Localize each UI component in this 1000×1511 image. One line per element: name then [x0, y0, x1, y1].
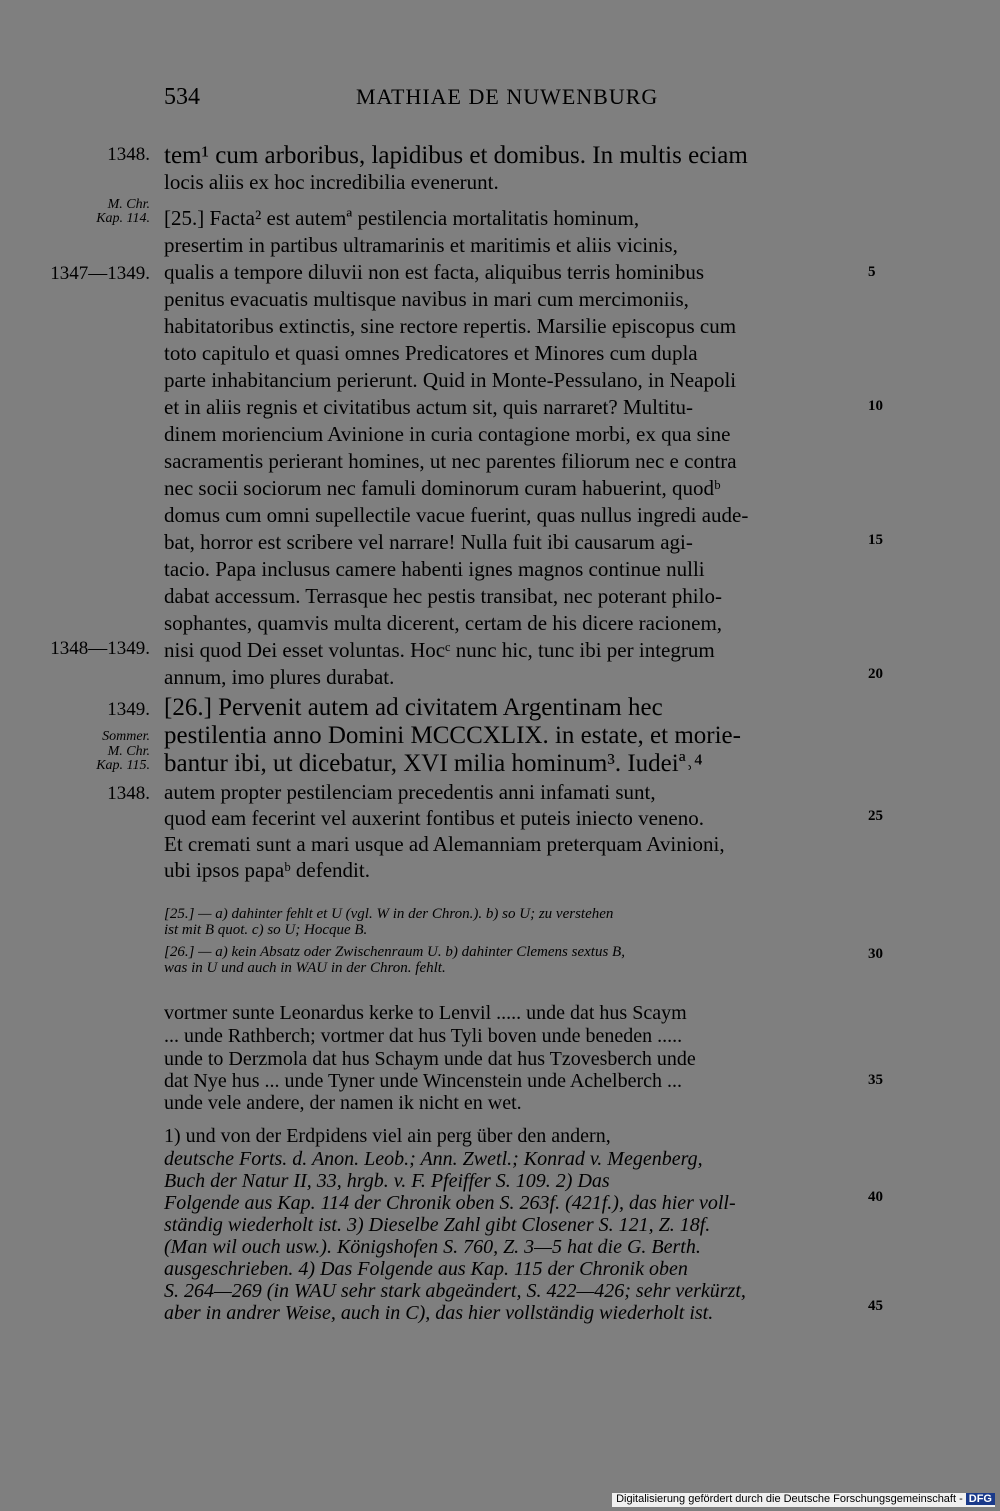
text-line: penitus evacuatis multisque navibus in mari cum mercimoniis, [164, 287, 689, 311]
text-line: bantur ibi, ut dicebatur, XVI milia hominum³. Iudeiª˒⁴ [164, 750, 703, 777]
text-line: ubi ipsos papaᵇ defendit. [164, 858, 370, 882]
line-number: 10 [868, 398, 883, 414]
line-number: 45 [868, 1298, 883, 1314]
footnote-line: aber in andrer Weise, auch in C), das hier vollständig wiederholt ist. [164, 1302, 714, 1324]
footnote-line: Buch der Natur II, 33, hrgb. v. F. Pfeiffer S. 109. 2) Das [164, 1170, 610, 1192]
text-line: toto capitulo et quasi omnes Predicatores et Minores cum dupla [164, 341, 698, 365]
text-line: [26.] Pervenit autem ad civitatem Argentinam hec [164, 694, 663, 721]
footnote-line: (Man wil ouch usw.). Königshofen S. 760, Z. 3—5 hat die G. Berth. [164, 1236, 701, 1258]
text-line: nec socii sociorum nec famuli dominorum curam habuerint, quodᵇ [164, 476, 721, 500]
text-line: dabat accessum. Terrasque hec pestis transibat, nec poterant philo- [164, 584, 722, 608]
text-line: nisi quod Dei esset voluntas. Hocᶜ nunc hic, tunc ibi per integrum [164, 638, 715, 662]
footnote-line: ausgeschrieben. 4) Das Folgende aus Kap. 115 der Chronik oben [164, 1258, 688, 1280]
text-line: presertim in partibus ultramarinis et maritimis et aliis vicinis, [164, 233, 678, 257]
margin-note: Kap. 115. [96, 758, 150, 773]
line-number: 25 [868, 808, 883, 824]
footnote-line: ständig wiederholt ist. 3) Dieselbe Zahl gibt Closener S. 121, Z. 18f. [164, 1214, 711, 1236]
text-line: qualis a tempore diluvii non est facta, aliquibus terris hominibus [164, 260, 705, 284]
margin-note: 1349. [107, 699, 150, 720]
text-line: bat, horror est scribere vel narrare! Nulla fuit ibi causarum agi- [164, 530, 693, 554]
dfg-logo: DFG [966, 1493, 995, 1505]
line-number: 15 [868, 532, 883, 548]
apparatus-line: [26.] — a) kein Absatz oder Zwischenraum U. b) dahinter Clemens sextus B, [164, 944, 625, 960]
margin-note: 1348—1349. [50, 638, 150, 659]
apparatus-line: was in U und auch in WAU in der Chron. fehlt. [164, 960, 446, 976]
running-title: MATHIAE DE NUWENBURG [356, 84, 659, 109]
text-line: autem propter pestilenciam precedentis anni infamati sunt, [164, 780, 656, 804]
line-number: 20 [868, 666, 883, 682]
text-line: quod eam fecerint vel auxerint fontibus et puteis iniecto veneno. [164, 806, 704, 830]
footnote-line: 1) und von der Erdpidens viel ain perg über den andern, [164, 1125, 611, 1147]
continuation-line: dat Nye hus ... unde Tyner unde Wincenstein unde Achelberch ... [164, 1070, 683, 1092]
text-line: annum, imo plures durabat. [164, 665, 395, 689]
text-line: locis aliis ex hoc incredibilia evenerunt. [164, 170, 499, 194]
text-line: [25.] Facta² est autemª pestilencia mortalitatis hominum, [164, 206, 640, 230]
margin-note: Sommer. [102, 729, 150, 744]
text-line: Et cremati sunt a mari usque ad Alemanniam preterquam Avinioni, [164, 832, 725, 856]
line-number: 40 [868, 1189, 883, 1205]
footnote-line: S. 264—269 (in WAU sehr stark abgeändert, S. 422—426; sehr verkürzt, [164, 1280, 746, 1302]
margin-note: M. Chr. [107, 744, 150, 759]
margin-note: Kap. 114. [96, 211, 150, 226]
dfg-footer [612, 1493, 995, 1507]
text-line: sacramentis perierant homines, ut nec parentes filiorum nec e contra [164, 449, 737, 473]
text-line: habitatoribus extinctis, sine rectore repertis. Marsilie episcopus cum [164, 314, 737, 338]
footnote-line: Folgende aus Kap. 114 der Chronik oben S. 263f. (421f.), das hier voll- [164, 1192, 736, 1214]
apparatus-line: ist mit B quot. c) so U; Hocque B. [164, 922, 368, 938]
margin-note: 1348. [107, 144, 150, 165]
line-number: 5 [868, 264, 876, 280]
page-header [164, 84, 858, 114]
continuation-line: unde vele andere, der namen ik nicht en wet. [164, 1092, 522, 1114]
continuation-line: vortmer sunte Leonardus kerke to Lenvil ..... unde dat hus Scaym [164, 1002, 687, 1024]
margin-note: 1348. [107, 783, 150, 804]
footer-text: Digitalisierung gefördert durch die Deutsche Forschungsgemeinschaft - [616, 1493, 963, 1505]
margin-note: 1347—1349. [50, 263, 150, 284]
text-line: et in aliis regnis et civitatibus actum sit, quis narraret? Multitu- [164, 395, 693, 419]
line-number: 35 [868, 1072, 883, 1088]
line-number: 30 [868, 946, 883, 962]
text-line: tacio. Papa inclusus camere habenti ignes magnos continue nulli [164, 557, 705, 581]
continuation-line: ... unde Rathberch; vortmer dat hus Tyli boven unde beneden ..... [164, 1025, 683, 1047]
text-line: tem¹ cum arboribus, lapidibus et domibus. In multis eciam [164, 142, 748, 169]
margin-note: M. Chr. [107, 197, 150, 212]
text-line: sophantes, quamvis multa dicerent, certam de his dicere racionem, [164, 611, 723, 635]
text-line: pestilentia anno Domini MCCCXLIX. in estate, et morie- [164, 722, 741, 749]
text-line: domus cum omni supellectile vacue fuerint, quas nullus ingredi aude- [164, 503, 749, 527]
continuation-line: unde to Derzmola dat hus Schaym unde dat hus Tzovesberch unde [164, 1048, 696, 1070]
page-number: 534 [164, 84, 200, 110]
text-line: parte inhabitancium perierunt. Quid in Monte-Pessulano, in Neapoli [164, 368, 737, 392]
footnote-line: deutsche Forts. d. Anon. Leob.; Ann. Zwetl.; Konrad v. Megenberg, [164, 1148, 703, 1170]
text-line: dinem moriencium Avinione in curia contagione morbi, ex qua sine [164, 422, 731, 446]
apparatus-line: [25.] — a) dahinter fehlt et U (vgl. W in der Chron.). b) so U; zu verstehen [164, 906, 614, 922]
